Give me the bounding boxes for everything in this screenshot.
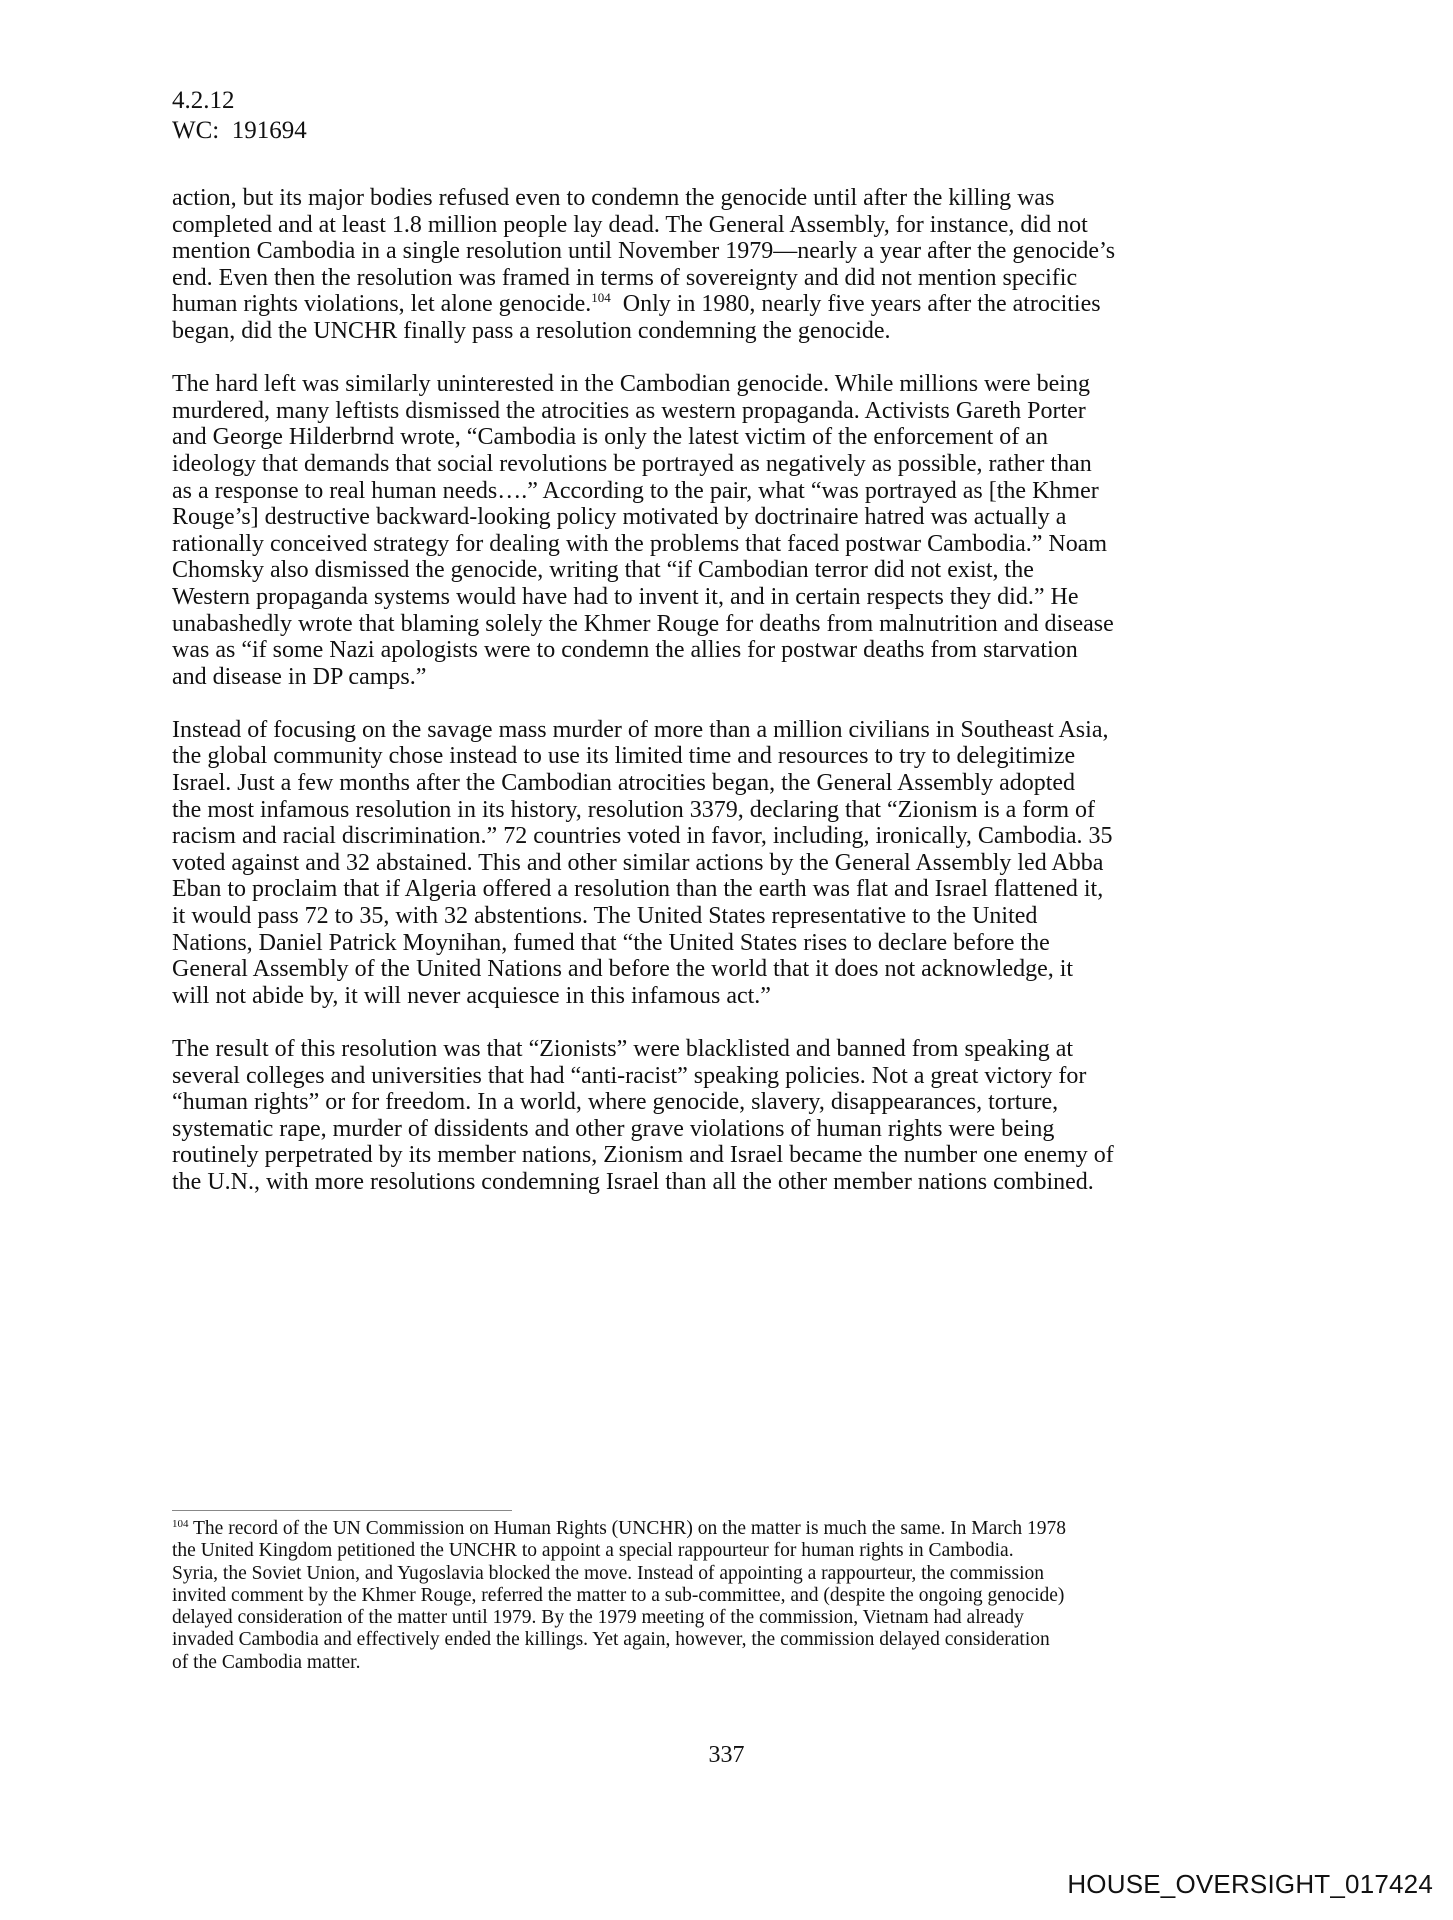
text-segment: The record of the UN Commission on Human Rights (UNCHR) on the matter is much the same. In March 1978 [188,1518,1067,1539]
text-line: Eban to proclaim that if Algeria offered a resolution than the earth was flat and Israel flattened it, [172,876,1104,903]
text-line: began, did the UNCHR finally pass a resolution condemning the genocide. [172,317,891,344]
footnote-line: delayed consideration of the matter until 1979. By the 1979 meeting of the commission, Vietnam had already [172,1607,1024,1629]
text-line: ideology that demands that social revolutions be portrayed as negatively as possible, rather than [172,450,1092,477]
header-word-count: WC: 191694 [172,117,307,144]
paragraph-2 [172,371,1292,690]
text-line: Instead of focusing on the savage mass murder of more than a million civilians in Southeast Asia, [172,716,1109,743]
text-line: completed and at least 1.8 million people lay dead. The General Assembly, for instance, did not [172,211,1088,238]
text-line: racism and racial discrimination.” 72 countries voted in favor, including, ironically, Cambodia. 35 [172,823,1113,850]
paragraph-3 [172,717,1292,1010]
header-date: 4.2.12 [172,87,235,114]
text-line: routinely perpetrated by its member nations, Zionism and Israel became the number one enemy of [172,1142,1114,1169]
footnote-line: the United Kingdom petitioned the UNCHR to appoint a special rappourteur for human rights in Cambodia. [172,1540,1014,1562]
document-header [172,86,307,146]
text-line: several colleges and universities that had “anti-racist” speaking policies. Not a great victory for [172,1062,1087,1089]
text-line: Rouge’s] destructive backward-looking policy motivated by doctrinaire hatred was actually a [172,504,1067,531]
text-line: the U.N., with more resolutions condemning Israel than all the other member nations combined. [172,1168,1094,1195]
text-line: voted against and 32 abstained. This and other similar actions by the General Assembly led Abba [172,849,1104,876]
text-line: will not abide by, it will never acquiesce in this infamous act.” [172,982,771,1009]
text-line: mention Cambodia in a single resolution until November 1979—nearly a year after the genocide’s [172,238,1116,265]
footnote-104 [172,1518,1292,1674]
text-line: the most infamous resolution in its history, resolution 3379, declaring that “Zionism is a form of [172,796,1095,823]
footnote-line: invited comment by the Khmer Rouge, referred the matter to a sub-committee, and (despite the ongoing genocide) [172,1584,1065,1606]
text-line: Western propaganda systems would have had to invent it, and in certain respects they did.” He [172,583,1079,610]
text-line: systematic rape, murder of dissidents and other grave violations of human rights were being [172,1115,1055,1142]
text-line: and George Hilderbrnd wrote, “Cambodia is only the latest victim of the enforcement of an [172,424,1048,451]
text-line: rationally conceived strategy for dealing with the problems that faced postwar Cambodia.” Noam [172,530,1108,557]
text-line: Nations, Daniel Patrick Moynihan, fumed that “the United States rises to declare before the [172,929,1050,956]
footnote-line: Syria, the Soviet Union, and Yugoslavia blocked the move. Instead of appointing a rappourteur, the commission [172,1562,1045,1584]
text-line: murdered, many leftists dismissed the atrocities as western propaganda. Activists Gareth Porter [172,397,1086,424]
text-line: The hard left was similarly uninterested in the Cambodian genocide. While millions were being [172,371,1090,398]
text-line: General Assembly of the United Nations and before the world that it does not acknowledge, it [172,956,1074,983]
text-line: it would pass 72 to 35, with 32 abstentions. The United States representative to the United [172,903,1038,930]
footnote-line: invaded Cambodia and effectively ended the killings. Yet again, however, the commission delayed consideration [172,1629,1050,1651]
footnote-line [172,1518,1292,1540]
bates-stamp: HOUSE_OVERSIGHT_017424 [1067,1869,1433,1899]
text-line: end. Even then the resolution was framed in terms of sovereignty and did not mention specific [172,264,1078,291]
text-line [172,291,1292,318]
text-line: and disease in DP camps.” [172,663,427,690]
text-line: was as “if some Nazi apologists were to condemn the allies for postwar deaths from starvation [172,637,1078,664]
footnote-number: 104 [172,1518,189,1530]
footnote-line: of the Cambodia matter. [172,1651,361,1673]
document-body [172,185,1292,1222]
text-segment: Only in 1980, nearly five years after the atrocities [610,291,1101,318]
text-line: “human rights” or for freedom. In a world, where genocide, slavery, disappearances, torture, [172,1089,1059,1116]
text-line: the global community chose instead to use its limited time and resources to try to delegitimize [172,743,1076,770]
paragraph-4 [172,1036,1292,1196]
text-line: action, but its major bodies refused even to condemn the genocide until after the killing was [172,185,1055,211]
footnote-separator [172,1510,512,1511]
paragraph-1 [172,185,1292,345]
text-line: unabashedly wrote that blaming solely the Khmer Rouge for deaths from malnutrition and disease [172,610,1114,637]
text-line: Chomsky also dismissed the genocide, writing that “if Cambodian terror did not exist, the [172,557,1034,584]
text-segment: human rights violations, let alone genocide. [172,291,592,318]
text-line: as a response to real human needs….” According to the pair, what “was portrayed as [the Khmer [172,477,1099,504]
text-line: The result of this resolution was that “Zionists” were blacklisted and banned from speaking at [172,1036,1074,1062]
footnote-reference[interactable]: 104 [591,290,611,306]
text-line: Israel. Just a few months after the Cambodian atrocities began, the General Assembly adopted [172,770,1076,797]
page-number: 337 [708,1742,745,1768]
